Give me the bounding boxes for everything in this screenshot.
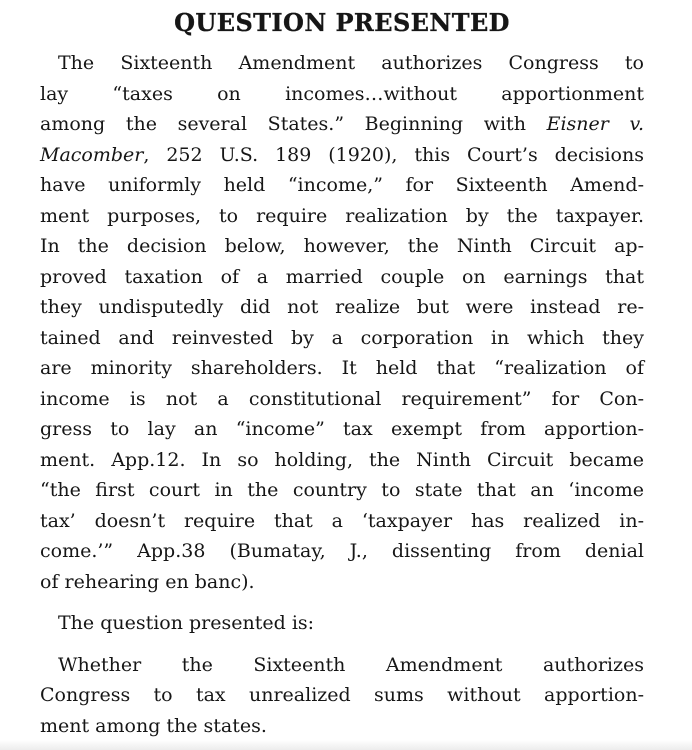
text-line <box>40 414 644 445</box>
text-line <box>40 608 644 639</box>
text-line <box>40 680 644 711</box>
text-line <box>40 170 644 201</box>
question-intro-paragraph <box>40 608 644 639</box>
text-run: The Sixteenth Amendment authorizes Congress to <box>58 52 644 74</box>
text-line <box>40 650 644 681</box>
text-run: tax’ doesn’t require that a ‘taxpayer has realized in- <box>40 509 644 532</box>
text-line <box>40 48 644 79</box>
text-line <box>40 231 644 262</box>
main-paragraph <box>40 48 644 597</box>
text-line <box>40 109 644 140</box>
text-run: income is not a constitutional requirement” for Con- <box>40 387 644 410</box>
text-run: they undisputedly did not realize but were instead re- <box>40 296 644 318</box>
text-run: have uniformly held “income,” for Sixteenth Amend- <box>40 174 644 196</box>
text-run: gress to lay an “income” tax exempt from apportion- <box>40 418 644 440</box>
document-title: QUESTION PRESENTED <box>174 8 510 37</box>
text-run: Whether the Sixteenth Amendment authorizes <box>58 653 644 676</box>
text-run: In the decision below, however, the Ninth Circuit ap- <box>40 235 644 257</box>
text-line <box>40 262 644 293</box>
text-line <box>40 384 644 415</box>
text-line <box>40 140 644 171</box>
text-run: ment. App.12. In so holding, the Ninth Circuit became <box>40 448 644 471</box>
text-line <box>40 711 644 742</box>
bottom-edge-shading <box>0 740 692 750</box>
text-line <box>40 475 644 506</box>
text-run: proved taxation of a married couple on earnings that <box>40 265 644 288</box>
text-run: lay “taxes on incomes…without apportionment <box>40 82 644 105</box>
text-line <box>40 506 644 537</box>
text-line <box>40 536 644 567</box>
text-run: ment purposes, to require realization by the taxpayer. <box>40 204 644 227</box>
text-line <box>40 79 644 110</box>
case-citation-italic: Macomber <box>40 143 144 166</box>
text-line <box>40 445 644 476</box>
text-run: come.’” App.38 (Bumatay, J., dissenting from denial <box>40 540 644 562</box>
text-run: are minority shareholders. It held that “realization of <box>40 357 644 379</box>
text-line <box>40 353 644 384</box>
case-citation-italic: Eisner v. <box>546 113 644 135</box>
question-paragraph <box>40 650 644 742</box>
text-run: Congress to tax unrealized sums without apportion- <box>40 684 644 706</box>
text-run: “the first court in the country to state that an ‘income <box>40 479 644 501</box>
text-run: , 252 U.S. 189 (1920), this Court’s decisions <box>143 143 644 166</box>
text-run: of rehearing en banc). <box>40 570 255 593</box>
text-line <box>40 323 644 354</box>
text-run: ment among the states. <box>40 714 267 737</box>
text-run: among the several States.” Beginning with <box>40 113 547 135</box>
text-run: The question presented is: <box>58 612 315 634</box>
text-line <box>40 567 644 598</box>
text-line <box>40 201 644 232</box>
text-run: tained and reinvested by a corporation in which they <box>40 326 644 349</box>
text-line <box>40 292 644 323</box>
document-body <box>40 48 644 741</box>
